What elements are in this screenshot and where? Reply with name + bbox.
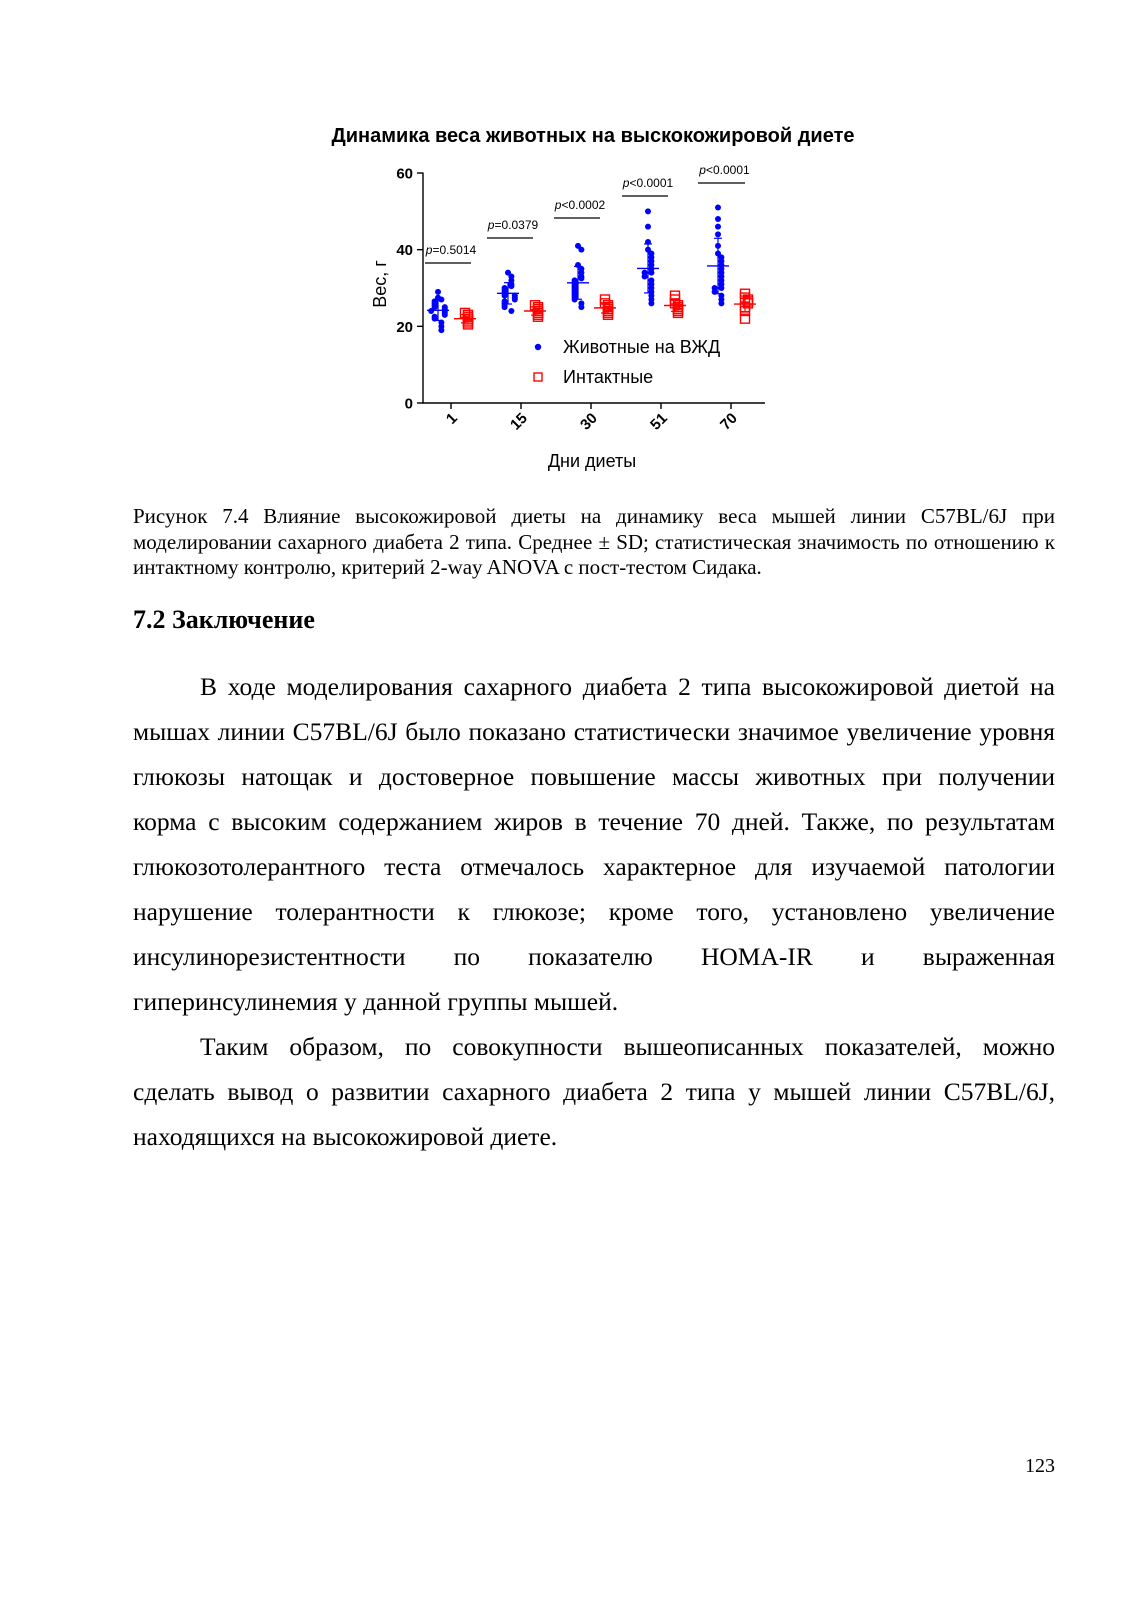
hfd-point xyxy=(648,270,654,276)
p-value-label: p=0.5014 xyxy=(425,243,477,257)
hfd-point xyxy=(435,289,441,295)
body-text xyxy=(133,664,1055,1159)
section-heading: 7.2 Заключение xyxy=(133,605,315,634)
hfd-point xyxy=(715,205,721,211)
hfd-point xyxy=(508,283,514,289)
x-tick-label: 1 xyxy=(442,409,461,428)
legend-label-hfd: Животные на ВЖД xyxy=(563,337,721,357)
text-line: сделать вывод о развитии сахарного диабета 2 типа у мышей линии C57BL/6J, xyxy=(133,1076,1055,1106)
hfd-point xyxy=(642,274,648,280)
data-points xyxy=(427,205,756,334)
legend xyxy=(534,337,720,387)
p-value-label: p<0.0002 xyxy=(554,198,606,212)
x-axis-title: Дни диеты xyxy=(547,451,637,471)
hfd-point xyxy=(438,327,444,333)
legend-label-intact: Интактные xyxy=(563,367,654,387)
hfd-point xyxy=(578,304,584,310)
caption-line: Рисунок 7.4 Влияние высокожировой диеты на динамику веса мышей линии C57BL/6J при xyxy=(133,504,1055,528)
x-tick-label: 51 xyxy=(647,409,671,434)
legend-marker-intact xyxy=(534,373,542,381)
hfd-point xyxy=(715,216,721,222)
text-line: инсулинорезистентности по показателю HOMA-IR и выраженная xyxy=(133,941,1055,971)
chart-title: Динамика веса животных на выскокожировой диете xyxy=(331,125,855,147)
text-line: находящихся на высокожировой диете. xyxy=(133,1121,558,1151)
caption-line: интактному контролю, критерий 2-way ANOVA с пост-тестом Сидака. xyxy=(133,555,762,579)
text-line: гиперинсулинемия у данной группы мышей. xyxy=(133,986,619,1016)
text-line: Таким образом, по совокупности вышеописанных показателей, можно xyxy=(200,1031,1055,1061)
caption-line: моделировании сахарного диабета 2 типа. Среднее ± SD; статистическая значимость по отношению к xyxy=(133,529,1055,554)
x-tick-label: 30 xyxy=(577,409,601,434)
y-tick-label: 40 xyxy=(396,242,413,260)
hfd-point xyxy=(438,297,444,303)
hfd-point xyxy=(442,312,448,318)
text-line: глюкозотолерантного теста отмечалось характерное для изучаемой патологии xyxy=(133,851,1055,881)
hfd-point xyxy=(645,208,651,214)
hfd-point xyxy=(715,224,721,230)
text-line: глюкозы натощак и достоверное повышение массы животных при получении xyxy=(133,761,1055,791)
text-line: корма с высоким содержанием жиров в течение 70 дней. Также, по результатам xyxy=(133,806,1055,836)
hfd-point xyxy=(578,275,584,281)
p-value-label: p=0.0379 xyxy=(487,218,539,232)
x-ticks xyxy=(443,403,741,434)
page-number: 123 xyxy=(1025,1455,1055,1477)
hfd-point xyxy=(502,304,508,310)
hfd-point xyxy=(715,231,721,237)
legend-marker-hfd xyxy=(535,344,541,350)
paragraph xyxy=(133,1024,1055,1159)
significance-annotations xyxy=(425,163,750,263)
y-axis-title: Вес, г xyxy=(370,260,390,308)
paragraph xyxy=(133,664,1055,1024)
hfd-point xyxy=(645,224,651,230)
p-value-label: p<0.0001 xyxy=(699,163,750,177)
hfd-point xyxy=(648,300,654,306)
text-line: нарушение толерантности к глюкозе; кроме того, установлено увеличение xyxy=(133,896,1055,926)
hfd-point xyxy=(578,247,584,253)
p-value-label: p<0.0001 xyxy=(622,176,674,190)
x-tick-label: 70 xyxy=(717,409,741,434)
hfd-point xyxy=(512,297,518,303)
y-tick-label: 20 xyxy=(396,318,413,336)
x-tick-label: 15 xyxy=(507,409,531,434)
hfd-point xyxy=(718,300,724,306)
y-tick-label: 60 xyxy=(396,165,413,183)
y-ticks xyxy=(396,166,423,413)
text-line: В ходе моделирования сахарного диабета 2 типа высокожировой диетой на xyxy=(200,671,1055,701)
hfd-point xyxy=(508,308,514,314)
weight-dynamics-chart xyxy=(0,0,1132,480)
hfd-point xyxy=(718,285,724,291)
y-tick-label: 0 xyxy=(404,395,413,413)
figure-caption xyxy=(133,504,1055,581)
text-line: мышах линии C57BL/6J было показано статистически значимое увеличение уровня xyxy=(133,716,1055,746)
